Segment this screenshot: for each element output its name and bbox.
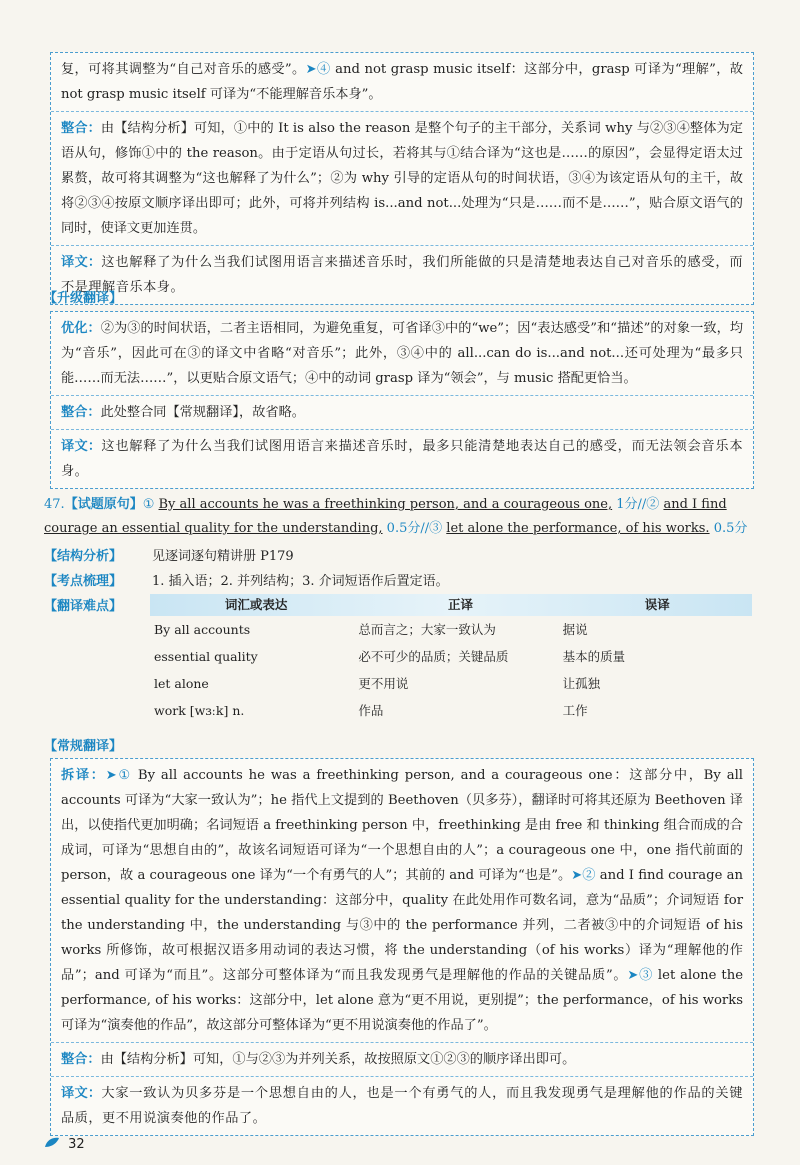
table-row bbox=[150, 616, 752, 643]
page-number: 32 bbox=[68, 1137, 85, 1152]
table-row bbox=[150, 697, 752, 724]
arrow-icon: ➤③ bbox=[627, 968, 654, 983]
page-footer bbox=[44, 1137, 85, 1152]
cell-correct: 作品 bbox=[358, 703, 384, 718]
cell-correct: 总而言之；大家一致认为 bbox=[358, 622, 496, 637]
split-paragraph bbox=[51, 759, 753, 1042]
cell-expression: essential quality bbox=[154, 649, 258, 664]
split-part-3: let alone the performance, of his works：这部分中，let alone 意为“更不用说，更别提”；the performance，of his works 可译为“演奏他的作品”，故这部分可整体译为“更不用说演奏他的作品了”。 bbox=[61, 968, 743, 1033]
merge-label: 整合： bbox=[61, 405, 101, 420]
merge-text: 此处整合同【常规翻译】，故省略。 bbox=[100, 405, 305, 420]
table-row bbox=[150, 670, 752, 697]
arrow-icon: ➤① bbox=[105, 768, 132, 783]
sentence-part-2: and I find courage an essential quality for the understanding, bbox=[44, 497, 727, 536]
cell-wrong: 基本的质量 bbox=[562, 649, 626, 664]
regular-box bbox=[50, 758, 754, 1136]
cont-text-2: and not grasp music itself：这部分中，grasp 可译为“理解”，故 not grasp music itself 可译为“不能理解音乐本身”。 bbox=[61, 62, 743, 102]
translation-paragraph bbox=[51, 1076, 753, 1135]
header-correct: 正译 bbox=[447, 597, 473, 612]
translation-label: 译文： bbox=[61, 1086, 102, 1101]
translation-label: 译文： bbox=[61, 439, 102, 454]
optimize-text: ②为③的时间状语，二者主语相同，为避免重复，可省译③中的“we”；因“表达感受”和“描述”的对象一致，均为“音乐”，因此可在③的译文中省略“对音乐”；此外，③④中的 all...can do is...and not...还可处理为“最多只能……而无法……”，以更贴合原文语气；④中的动词 grasp 译为“领会”，与 music 搭配更恰当。 bbox=[61, 321, 744, 386]
merge-label: 整合： bbox=[61, 1052, 101, 1067]
difficulty-label: 【翻译难点】 bbox=[44, 599, 123, 614]
split-continuation bbox=[51, 53, 753, 111]
optimize-paragraph bbox=[51, 312, 753, 395]
marker-3: ③ bbox=[429, 521, 443, 536]
marker-1: ① bbox=[142, 497, 155, 512]
split-part-2: and I find courage an essential quality for the understanding：这部分中，quality 在此处用作可数名词，意为“品质”；介词短语 for the understanding 中，the understanding 与③中的 the performance 并列，二者被③中的介词短语 of his works 所修饰，故可根据汉语多用动词的表达习惯，将 the understanding（of his works）译为“理解他的作品”；and 可译为“而且”。这部分可整体译为“而且我发现勇气是理解他的作品的关键品质”。 bbox=[61, 868, 743, 983]
translation-text: 这也解释了为什么当我们试图用语言来描述音乐时，最多只能清楚地表达自己的感受，而无法领会音乐本身。 bbox=[61, 439, 744, 479]
arrow-icon: ➤② bbox=[571, 868, 596, 883]
cell-expression: work [wɜːk] n. bbox=[154, 703, 245, 718]
separator: // bbox=[420, 521, 430, 536]
original-sentence-tag: 【试题原句】 bbox=[64, 497, 143, 512]
translation-paragraph bbox=[51, 245, 753, 304]
cell-wrong: 据说 bbox=[562, 622, 588, 637]
marker-2: ② bbox=[646, 497, 660, 512]
translation-text: 大家一致认为贝多芬是一个思想自由的人，也是一个有勇气的人，而且我发现勇气是理解他的作品的关键品质，更不用说演奏他的作品了。 bbox=[61, 1086, 744, 1126]
merge-text: 由【结构分析】可知，①与②③为并列关系，故按照原文①②③的顺序译出即可。 bbox=[100, 1052, 576, 1067]
sentence-part-3: let alone the performance, of his works. bbox=[446, 521, 710, 536]
merge-text: 由【结构分析】可知，①中的 It is also the reason 是整个句子的主干部分，关系词 why 与②③④整体为定语从句，修饰①中的 the reason。由于定语从句过长，若将其与①结合译为“这也是……的原因”，会显得定语太过累赘，故可将其调整为“这也解释了为什么”；②为 why 引导的定语从句的时间状语，③④为该定语从句的主干，故将②③④按原文顺序译出即可；此外，可将并列结构 is...and not...处理为“只是……而不是……”，贴合原文语气的同时，使译文更加连贯。 bbox=[61, 121, 743, 236]
difficulty-table bbox=[150, 594, 752, 724]
merge-label: 整合： bbox=[61, 121, 101, 136]
structure-label: 【结构分析】 bbox=[44, 549, 123, 564]
translation-label: 译文： bbox=[61, 255, 102, 270]
cell-expression: By all accounts bbox=[154, 622, 251, 637]
score-1: 1分 bbox=[612, 497, 638, 512]
points-label: 【考点梳理】 bbox=[44, 574, 123, 589]
sentence-part-1: By all accounts he was a freethinking person, and a courageous one, bbox=[158, 497, 613, 512]
translation-paragraph bbox=[51, 429, 753, 488]
cont-text: 复，可将其调整为“自己对音乐的感受”。 bbox=[61, 62, 306, 77]
merge-paragraph bbox=[51, 395, 753, 429]
translation-text: 这也解释了为什么当我们试图用语言来描述音乐时，我们所能做的只是清楚地表达自己对音乐的感受，而不是理解音乐本身。 bbox=[61, 255, 744, 295]
split-part-1: By all accounts he was a freethinking person, and a courageous one：这部分中，By all accounts 可译为“大家一致认为”；he 指代上文提到的 Beethoven（贝多芬），翻译时可将其还原为 Beethoven 译出，以使指代更加明确；名词短语 a freethinking person 中，freethinking 是由 free 和 thinking 组合而成的合成词，可译为“思想自由的”，故该名词短语可译为“一个思想自由的人”；a courageous one 中，one 指代前面的 person，故 a courageous one 译为“一个有勇气的人”；其前的 and 可译为“也是”。 bbox=[61, 768, 744, 883]
header-wrong: 误译 bbox=[644, 597, 670, 612]
leaf-icon bbox=[44, 1137, 64, 1152]
score-3: 0.5分 bbox=[709, 521, 748, 536]
header-expression: 词汇或表达 bbox=[224, 597, 288, 612]
split-label: 拆译： bbox=[61, 768, 106, 783]
upgrade-box bbox=[50, 311, 754, 489]
upgrade-heading: 【升级翻译】 bbox=[44, 291, 123, 306]
structure-text: 见逐词逐句精讲册 P179 bbox=[152, 549, 294, 564]
table-row bbox=[150, 643, 752, 670]
question-47 bbox=[44, 493, 760, 541]
merge-paragraph bbox=[51, 111, 753, 245]
merge-paragraph bbox=[51, 1042, 753, 1076]
points-text: 1. 插入语；2. 并列结构；3. 介词短语作后置定语。 bbox=[152, 574, 449, 589]
cell-wrong: 工作 bbox=[562, 703, 588, 718]
optimize-label: 优化： bbox=[61, 321, 101, 336]
score-2: 0.5分 bbox=[382, 521, 421, 536]
regular-heading: 【常规翻译】 bbox=[44, 739, 123, 754]
translation-box-continued bbox=[50, 52, 754, 305]
cell-wrong: 让孤独 bbox=[562, 676, 601, 691]
cell-expression: let alone bbox=[154, 676, 209, 691]
arrow-icon: ➤④ bbox=[305, 62, 331, 77]
cell-correct: 必不可少的品质；关键品质 bbox=[358, 649, 509, 664]
question-number: 47. bbox=[44, 497, 65, 512]
table-header bbox=[150, 594, 752, 616]
cell-correct: 更不用说 bbox=[358, 676, 409, 691]
separator: // bbox=[637, 497, 647, 512]
